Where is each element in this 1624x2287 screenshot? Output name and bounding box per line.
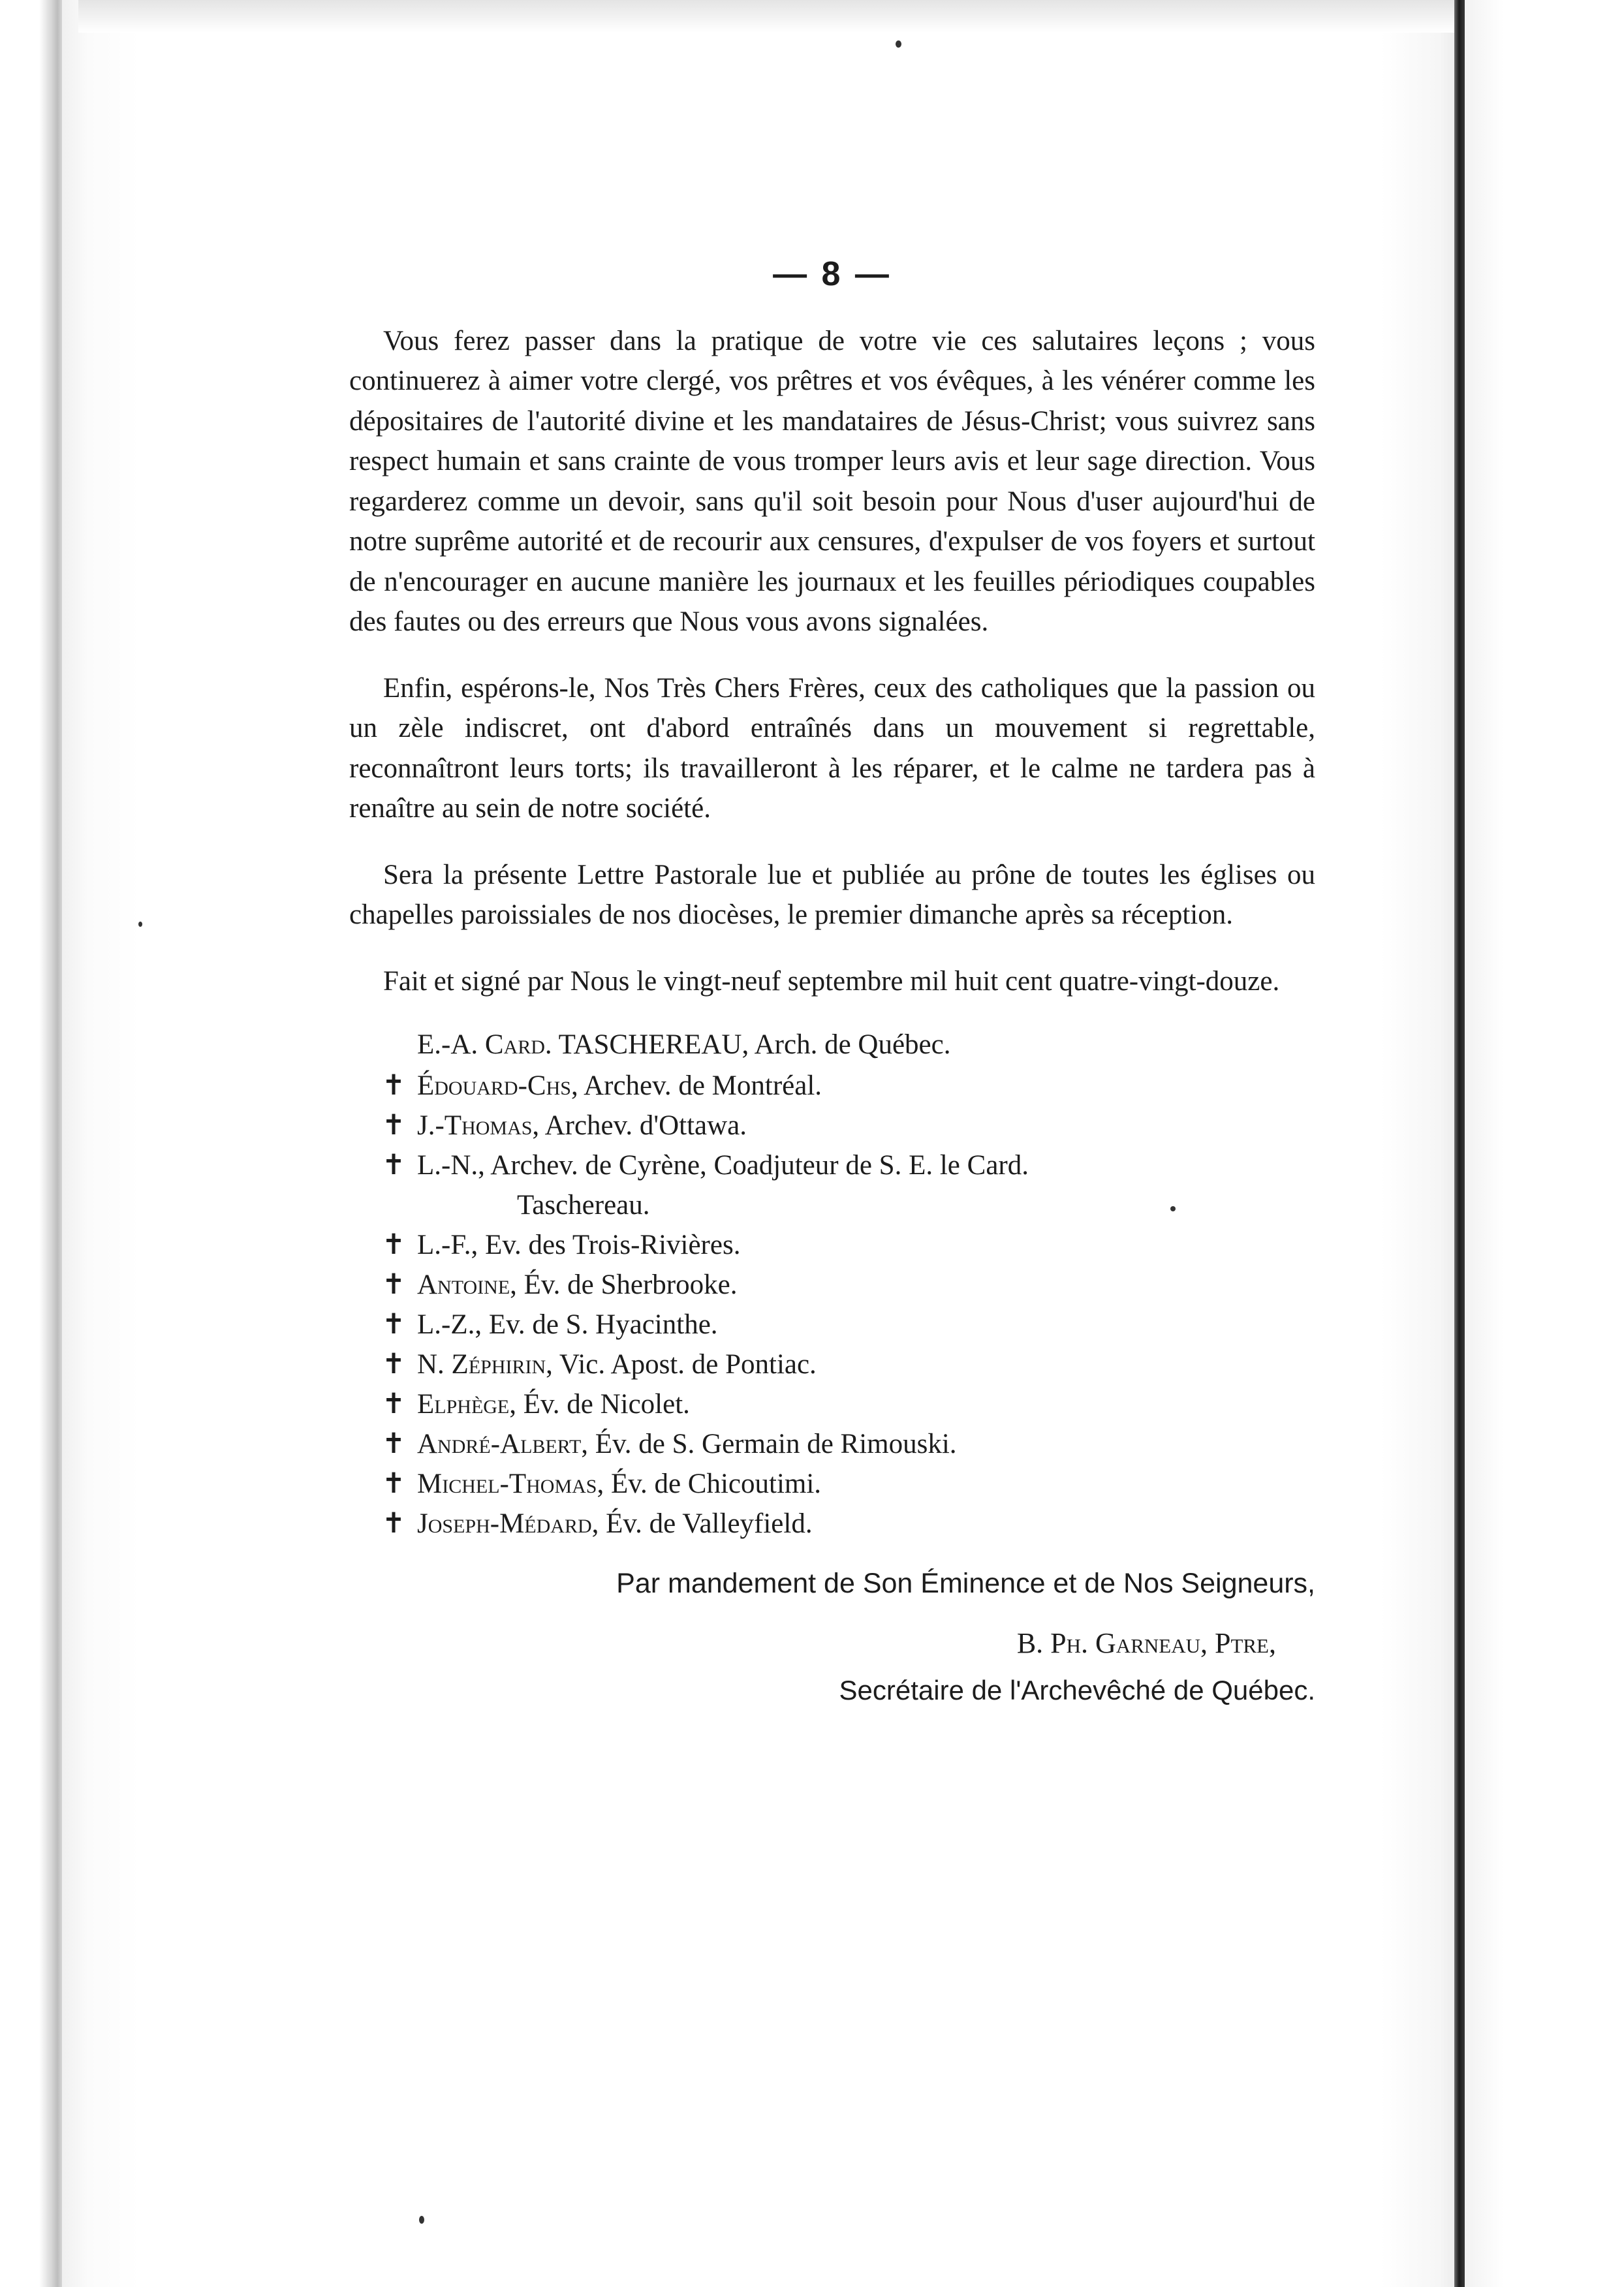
signatory bbox=[349, 1066, 1315, 1106]
signatory-title: Év. de Nicolet. bbox=[516, 1389, 690, 1420]
mandate-line: Par mandement de Son Éminence et de Nos Seigneurs, bbox=[616, 1568, 1315, 1599]
cross-icon: ✝ bbox=[382, 1269, 406, 1300]
cross-icon: ✝ bbox=[382, 1508, 406, 1539]
cross-icon: ✝ bbox=[382, 1309, 406, 1340]
signatory-title: Év. de Sherbrooke. bbox=[516, 1269, 738, 1300]
secretary-name: B. Ph. Garneau, Ptre, bbox=[1016, 1627, 1276, 1659]
document-body bbox=[349, 255, 1315, 1711]
signatory bbox=[349, 1464, 1315, 1504]
cross-icon: ✝ bbox=[382, 1429, 406, 1459]
signatory bbox=[349, 1106, 1315, 1145]
signatory-name: André-Albert, bbox=[417, 1429, 589, 1459]
cross-icon: ✝ bbox=[382, 1230, 406, 1260]
signatory bbox=[349, 1504, 1315, 1544]
signatory-title: Év. de Chicoutimi. bbox=[604, 1469, 822, 1499]
signatory bbox=[349, 1225, 1315, 1265]
signatory-name: L.-N., bbox=[417, 1150, 485, 1181]
signatory bbox=[349, 1025, 1315, 1065]
signatory-continuation bbox=[349, 1185, 1315, 1225]
signatory-title: Archev. de Cyrène, Coadjuteur de S. E. le Card. bbox=[484, 1150, 1029, 1181]
signatory-name: L.-Z., bbox=[417, 1309, 482, 1340]
scan-speck bbox=[138, 922, 142, 927]
cross-icon: ✝ bbox=[382, 1389, 406, 1420]
signatory-title: Vic. Apost. de Pontiac. bbox=[552, 1349, 817, 1380]
signatory-title: Archev. d'Ottawa. bbox=[539, 1110, 747, 1141]
signatory-title: Ev. des Trois-Rivières. bbox=[478, 1230, 741, 1260]
signatory-name: Antoine, bbox=[417, 1269, 517, 1300]
signatory-name: Elphège, bbox=[417, 1389, 517, 1420]
signatory-name: N. Zéphirin, bbox=[417, 1349, 553, 1380]
signatory-title: TASCHEREAU, Arch. de Québec. bbox=[552, 1029, 951, 1060]
signatory bbox=[349, 1145, 1315, 1185]
signatory-name: E.-A. Card. bbox=[417, 1029, 552, 1060]
scan-speck bbox=[896, 40, 901, 48]
signatory-name: Joseph-Médard, bbox=[417, 1508, 599, 1539]
signatory bbox=[349, 1424, 1315, 1464]
signatory-name: Michel-Thomas, bbox=[417, 1469, 604, 1499]
signatory-name: J.-Thomas, bbox=[417, 1110, 540, 1141]
paragraph-4: Fait et signé par Nous le vingt-neuf septembre mil huit cent quatre-vingt-douze. bbox=[383, 965, 1280, 997]
paragraph-3: Sera la présente Lettre Pastorale lue et publiée au prône de toutes les églises ou chapelles paroissiales de nos diocèses, le premier dimanche après sa réception. bbox=[349, 859, 1315, 930]
signatory-title: Ev. de S. Hyacinthe. bbox=[482, 1309, 718, 1340]
signatory-name: L.-F., bbox=[417, 1230, 478, 1260]
signatory-title: Év. de Valleyfield. bbox=[599, 1508, 813, 1539]
signatories-list bbox=[349, 1025, 1315, 1544]
page-number: — 8 — bbox=[773, 255, 892, 293]
cross-icon: ✝ bbox=[382, 1469, 406, 1499]
cross-icon: ✝ bbox=[382, 1150, 406, 1181]
paragraph-2: Enfin, espérons-le, Nos Très Chers Frères, ceux des catholiques que la passion ou un zèle indiscret, ont d'abord entraînés dans un mouvement si regrettable, reconnaîtront leurs torts; ils travailleront à les réparer, et le calme ne tardera pas à renaître au sein de notre société. bbox=[349, 672, 1315, 824]
next-page-edge bbox=[1465, 0, 1624, 2287]
signatory-title: Taschereau. bbox=[517, 1190, 650, 1221]
cross-icon: ✝ bbox=[382, 1349, 406, 1380]
signatory bbox=[349, 1345, 1315, 1384]
cross-icon: ✝ bbox=[382, 1110, 406, 1141]
closing-block bbox=[349, 1563, 1315, 1711]
signatory-title: Archev. de Montréal. bbox=[578, 1070, 822, 1101]
book-gutter bbox=[1454, 0, 1465, 2287]
signatory bbox=[349, 1265, 1315, 1305]
signatory bbox=[349, 1305, 1315, 1345]
paragraph-1: Vous ferez passer dans la pratique de votre vie ces salutaires leçons ; vous continuerez à aimer votre clergé, vos prêtres et vos évêques, à les vénérer comme les dépositaires de l'autorité divine et les mandataires de Jésus-Christ; vous suivrez sans respect humain et sans crainte de vous tromper leurs avis et leur sage direction. Vous regarderez comme un devoir, sans qu'il soit besoin pour Nous d'user aujourd'hui de notre suprême autorité et de recourir aux censures, d'expulser de vos foyers et surtout de n'encourager en aucune manière les journaux et les feuilles périodiques coupables des fautes ou des erreurs que Nous vous avons signalées. bbox=[349, 325, 1315, 637]
signatory-name: Édouard-Chs, bbox=[417, 1070, 578, 1101]
signatory-title: Év. de S. Germain de Rimouski. bbox=[588, 1429, 957, 1459]
cross-icon: ✝ bbox=[382, 1070, 406, 1101]
signatory bbox=[349, 1384, 1315, 1424]
secretary-title: Secrétaire de l'Archevêché de Québec. bbox=[839, 1675, 1315, 1705]
scan-speck bbox=[419, 2216, 424, 2224]
page-top-shade bbox=[78, 0, 1454, 33]
